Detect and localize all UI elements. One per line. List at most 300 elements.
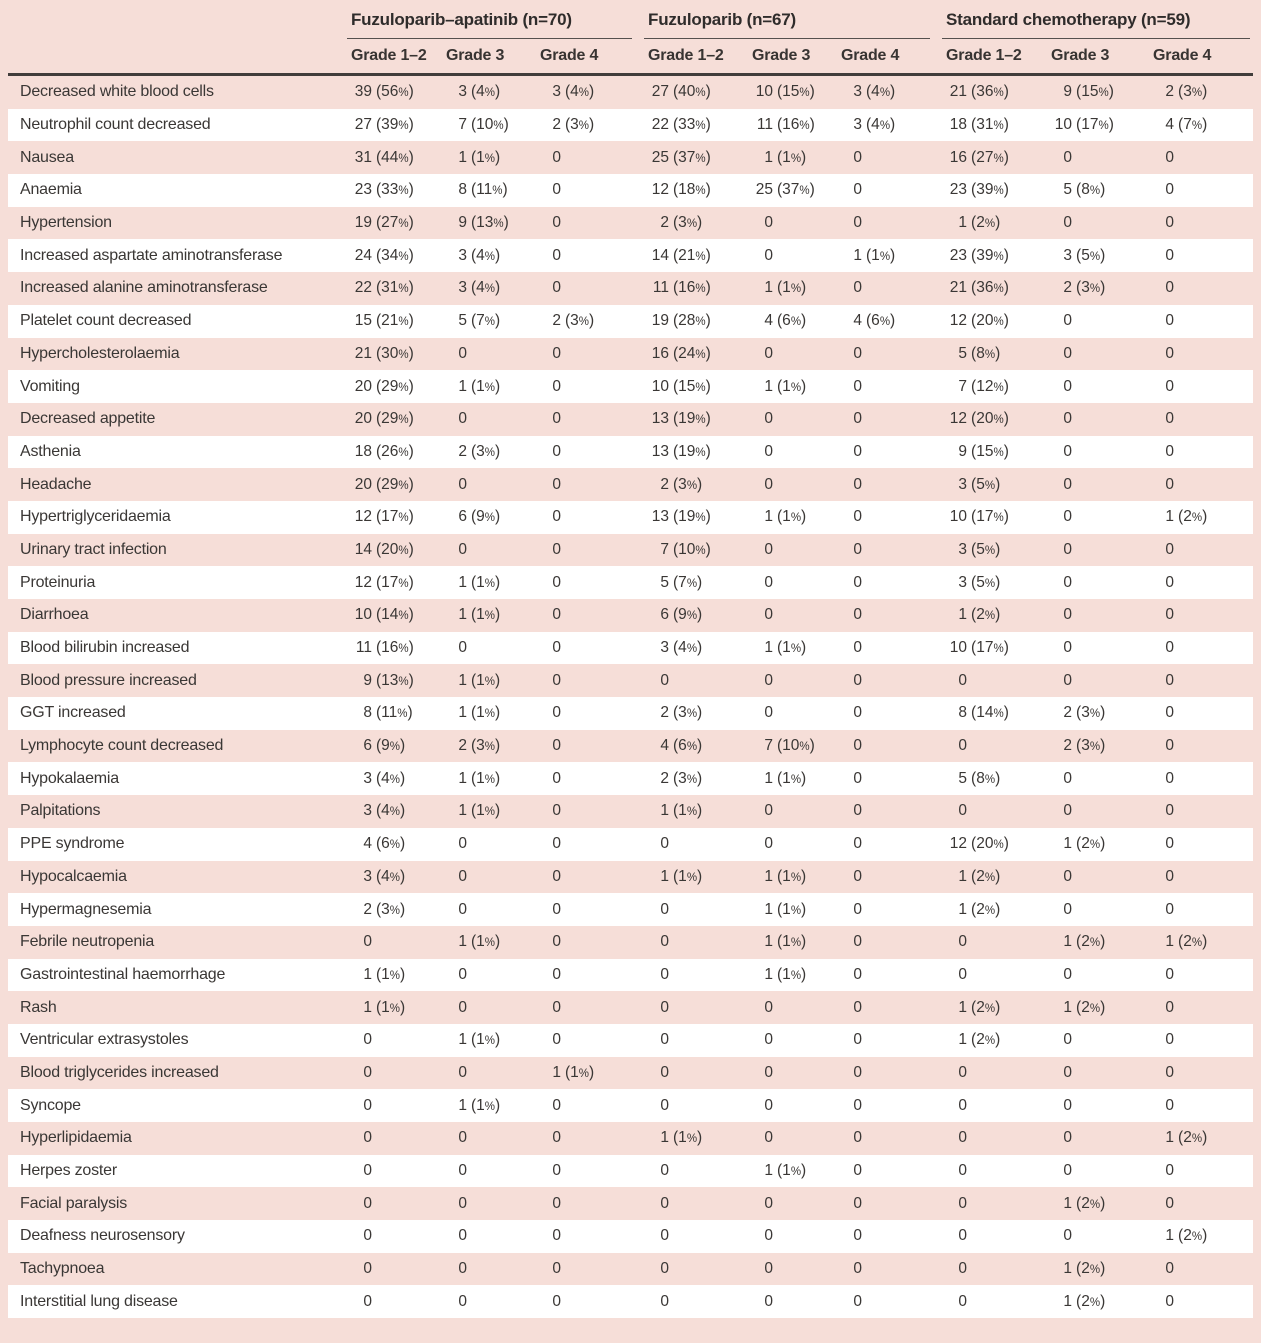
percent-sign: % xyxy=(389,969,401,982)
count-value: 12 xyxy=(651,181,670,199)
value-cell xyxy=(1047,75,1149,109)
percent-value: (2%) xyxy=(971,900,1001,918)
percent-value: (2%) xyxy=(971,214,1001,232)
count-value: 10 xyxy=(1054,116,1073,134)
value-cell xyxy=(1149,1057,1253,1090)
percent-sign: % xyxy=(993,414,1004,427)
percent-value: (4%) xyxy=(376,867,406,885)
value-cell xyxy=(644,370,748,403)
adverse-events-table xyxy=(8,0,1253,1318)
value-cell xyxy=(1047,959,1149,992)
value-cell xyxy=(347,1285,442,1318)
percent-sign: % xyxy=(1191,120,1203,133)
grade-header: Grade 3 xyxy=(1047,39,1149,75)
value-cell xyxy=(1047,1122,1149,1155)
value-cell xyxy=(837,534,942,567)
count-value: 0 xyxy=(1165,1194,1175,1212)
adverse-event-label: Palpitations xyxy=(20,802,101,820)
value-cell xyxy=(536,239,644,272)
percent-sign: % xyxy=(1089,741,1101,754)
table-row xyxy=(8,1089,1253,1122)
value-cell xyxy=(347,730,442,763)
percent-value: (3%) xyxy=(1076,279,1106,297)
count-value: 0 xyxy=(853,867,863,885)
count-value: 9 xyxy=(958,442,968,460)
table-row xyxy=(8,272,1253,305)
percent-sign: % xyxy=(484,741,496,754)
value-cell xyxy=(644,174,748,207)
count-value: 12 xyxy=(949,835,968,853)
count-value: 0 xyxy=(853,1162,863,1180)
count-value: 0 xyxy=(552,475,561,493)
count-value: 27 xyxy=(354,116,372,134)
count-value: 0 xyxy=(853,900,863,918)
count-value: 0 xyxy=(1063,965,1073,983)
percent-sign: % xyxy=(484,708,496,721)
percent-value: (1%) xyxy=(471,606,501,624)
adverse-event-label: Blood pressure increased xyxy=(20,671,197,689)
adverse-event-label: Deafness neurosensory xyxy=(20,1227,185,1245)
value-cell xyxy=(1047,991,1149,1024)
value-cell xyxy=(347,436,442,469)
count-value: 1 xyxy=(958,606,968,624)
percent-sign: % xyxy=(695,512,706,525)
group-header-row xyxy=(8,0,1253,39)
percent-sign: % xyxy=(484,512,496,525)
percent-sign: % xyxy=(790,773,802,786)
value-cell xyxy=(748,501,837,534)
table-row xyxy=(8,174,1253,207)
count-value: 1 xyxy=(764,279,774,297)
value-cell xyxy=(837,893,942,926)
count-value: 7 xyxy=(458,116,467,134)
value-cell xyxy=(748,338,837,371)
percent-sign: % xyxy=(790,381,802,394)
percent-sign: % xyxy=(984,904,996,917)
count-value: 1 xyxy=(764,965,774,983)
count-value: 21 xyxy=(949,279,968,297)
percent-value: (14%) xyxy=(376,606,414,624)
percent-value: (1%) xyxy=(777,639,807,657)
value-cell xyxy=(1149,1220,1253,1253)
value-cell xyxy=(442,501,536,534)
percent-value: (20%) xyxy=(971,312,1009,330)
count-value: 0 xyxy=(552,1096,561,1114)
percent-sign: % xyxy=(397,708,408,721)
value-cell xyxy=(1047,566,1149,599)
count-value: 15 xyxy=(354,312,372,330)
value-cell xyxy=(347,632,442,665)
count-value: 1 xyxy=(363,998,372,1016)
adverse-events-grid xyxy=(8,0,1253,1318)
count-value: 12 xyxy=(949,410,968,428)
count-value: 1 xyxy=(958,1031,968,1049)
count-value: 0 xyxy=(552,737,561,755)
percent-value: (10%) xyxy=(673,540,711,558)
percent-value: (5%) xyxy=(1076,246,1106,264)
count-value: 0 xyxy=(1063,1227,1073,1245)
percent-sign: % xyxy=(984,218,996,231)
adverse-event-label: Facial paralysis xyxy=(20,1194,128,1212)
value-cell xyxy=(536,1057,644,1090)
count-value: 1 xyxy=(764,377,774,395)
table-row xyxy=(8,959,1253,992)
adverse-event-label: Hypermagnesemia xyxy=(20,900,152,918)
adverse-event-label: Increased alanine aminotransferase xyxy=(20,279,268,297)
count-value: 0 xyxy=(660,933,670,951)
percent-sign: % xyxy=(799,185,810,198)
table-row xyxy=(8,109,1253,142)
value-cell xyxy=(942,893,1047,926)
value-cell xyxy=(837,370,942,403)
value-cell xyxy=(942,501,1047,534)
percent-value: (16%) xyxy=(673,279,711,297)
count-value: 2 xyxy=(660,214,670,232)
value-cell xyxy=(942,403,1047,436)
percent-value: (6%) xyxy=(376,835,406,853)
value-cell xyxy=(942,991,1047,1024)
count-value: 1 xyxy=(552,1063,561,1081)
value-cell xyxy=(644,926,748,959)
value-cell xyxy=(942,305,1047,338)
percent-value: (29%) xyxy=(376,410,414,428)
count-value: 0 xyxy=(958,737,968,755)
value-cell xyxy=(1047,1155,1149,1188)
count-value: 7 xyxy=(660,540,670,558)
group-header-fuzuloparib: Fuzuloparib (n=67) xyxy=(644,0,942,39)
value-cell xyxy=(347,566,442,599)
count-value: 8 xyxy=(363,704,372,722)
count-value: 0 xyxy=(764,410,774,428)
value-cell xyxy=(536,959,644,992)
value-cell xyxy=(644,1122,748,1155)
percent-value: (3%) xyxy=(1178,83,1208,101)
value-cell xyxy=(942,1220,1047,1253)
count-value: 10 xyxy=(949,508,968,526)
percent-sign: % xyxy=(578,120,590,133)
value-cell xyxy=(644,566,748,599)
value-cell xyxy=(536,664,644,697)
value-cell xyxy=(748,75,837,109)
value-cell xyxy=(1047,828,1149,861)
value-cell xyxy=(644,599,748,632)
value-cell xyxy=(644,109,748,142)
percent-sign: % xyxy=(879,250,891,263)
value-cell xyxy=(347,1187,442,1220)
value-cell xyxy=(644,403,748,436)
value-cell xyxy=(442,239,536,272)
value-cell xyxy=(536,338,644,371)
value-cell xyxy=(837,239,942,272)
percent-sign: % xyxy=(686,610,698,623)
count-value: 3 xyxy=(552,83,561,101)
percent-value: (5%) xyxy=(971,475,1001,493)
count-value: 9 xyxy=(363,671,372,689)
count-value: 0 xyxy=(552,508,561,526)
count-value: 14 xyxy=(354,540,372,558)
count-value: 2 xyxy=(1165,83,1175,101)
value-cell xyxy=(1149,1253,1253,1286)
value-cell xyxy=(644,207,748,240)
count-value: 7 xyxy=(958,377,968,395)
value-cell xyxy=(644,730,748,763)
value-cell xyxy=(837,338,942,371)
value-cell xyxy=(442,338,536,371)
value-cell xyxy=(837,272,942,305)
count-value: 0 xyxy=(853,1096,863,1114)
value-cell xyxy=(942,1057,1047,1090)
count-value: 1 xyxy=(764,639,774,657)
value-cell xyxy=(942,1253,1047,1286)
value-cell xyxy=(1149,1285,1253,1318)
percent-value: (16%) xyxy=(376,639,414,657)
percent-value: (1%) xyxy=(777,508,807,526)
value-cell xyxy=(644,1024,748,1057)
value-cell xyxy=(442,1253,536,1286)
count-value: 1 xyxy=(1063,998,1073,1016)
count-value: 0 xyxy=(958,965,968,983)
grade-header: Grade 1–2 xyxy=(942,39,1047,75)
value-cell xyxy=(1149,501,1253,534)
percent-value: (1%) xyxy=(673,867,703,885)
percent-sign: % xyxy=(398,185,409,198)
percent-value: (1%) xyxy=(673,802,703,820)
percent-value: (5%) xyxy=(971,540,1001,558)
value-cell xyxy=(536,305,644,338)
percent-value: (4%) xyxy=(376,769,406,787)
value-cell xyxy=(347,272,442,305)
value-cell xyxy=(536,468,644,501)
count-value: 0 xyxy=(1165,737,1175,755)
percent-value: (9%) xyxy=(471,508,501,526)
count-value: 0 xyxy=(1063,769,1073,787)
value-cell xyxy=(942,959,1047,992)
count-value: 4 xyxy=(660,737,670,755)
value-cell xyxy=(644,1285,748,1318)
count-value: 0 xyxy=(1165,802,1175,820)
percent-sign: % xyxy=(695,544,706,557)
value-cell xyxy=(644,861,748,894)
adverse-event-label: Hypocalcaemia xyxy=(20,867,127,885)
percent-sign: % xyxy=(993,381,1004,394)
percent-value: (2%) xyxy=(971,998,1001,1016)
value-cell xyxy=(1047,305,1149,338)
count-value: 39 xyxy=(354,83,372,101)
percent-value: (2%) xyxy=(971,606,1001,624)
count-value: 0 xyxy=(458,1227,467,1245)
table-row xyxy=(8,762,1253,795)
percent-value: (2%) xyxy=(1076,933,1106,951)
table-row xyxy=(8,730,1253,763)
count-value: 0 xyxy=(1063,639,1073,657)
value-cell xyxy=(942,468,1047,501)
count-value: 0 xyxy=(363,1129,372,1147)
value-cell xyxy=(837,207,942,240)
table-row xyxy=(8,1155,1253,1188)
value-cell xyxy=(442,174,536,207)
percent-value: (1%) xyxy=(565,1063,595,1081)
value-cell xyxy=(1149,338,1253,371)
value-cell xyxy=(644,959,748,992)
percent-value: (1%) xyxy=(471,769,501,787)
table-body xyxy=(8,75,1253,1319)
percent-sign: % xyxy=(398,316,409,329)
count-value: 0 xyxy=(853,639,863,657)
count-value: 0 xyxy=(853,279,863,297)
value-cell xyxy=(347,239,442,272)
value-cell xyxy=(748,468,837,501)
count-value: 0 xyxy=(1165,900,1175,918)
count-value: 0 xyxy=(458,344,467,362)
count-value: 0 xyxy=(853,148,863,166)
percent-value: (3%) xyxy=(471,737,501,755)
count-value: 19 xyxy=(354,214,372,232)
count-value: 1 xyxy=(458,1031,467,1049)
count-value: 19 xyxy=(651,312,670,330)
value-cell xyxy=(1149,534,1253,567)
percent-value: (17%) xyxy=(1076,116,1114,134)
count-value: 0 xyxy=(552,1162,561,1180)
count-value: 0 xyxy=(958,802,968,820)
count-value: 0 xyxy=(552,802,561,820)
value-cell xyxy=(1047,1187,1149,1220)
percent-sign: % xyxy=(398,120,409,133)
value-cell xyxy=(748,1155,837,1188)
value-cell xyxy=(942,664,1047,697)
value-cell xyxy=(644,1220,748,1253)
value-cell xyxy=(942,730,1047,763)
value-cell xyxy=(347,795,442,828)
percent-sign: % xyxy=(695,316,706,329)
adverse-event-label: Asthenia xyxy=(20,442,81,460)
count-value: 0 xyxy=(1165,148,1175,166)
count-value: 0 xyxy=(660,998,670,1016)
count-value: 0 xyxy=(853,1292,863,1310)
count-value: 4 xyxy=(764,312,774,330)
count-value: 0 xyxy=(1165,671,1175,689)
value-cell xyxy=(442,436,536,469)
count-value: 16 xyxy=(651,344,670,362)
percent-sign: % xyxy=(879,316,891,329)
count-value: 0 xyxy=(764,442,774,460)
percent-sign: % xyxy=(398,250,409,263)
count-value: 2 xyxy=(552,116,561,134)
percent-sign: % xyxy=(790,1166,802,1179)
table-row xyxy=(8,795,1253,828)
percent-sign: % xyxy=(790,512,802,525)
adverse-event-label: Syncope xyxy=(20,1096,81,1114)
percent-value: (7%) xyxy=(673,573,703,591)
count-value: 0 xyxy=(458,1129,467,1147)
value-cell xyxy=(1149,599,1253,632)
value-cell xyxy=(837,141,942,174)
count-value: 0 xyxy=(552,639,561,657)
value-cell xyxy=(536,795,644,828)
value-cell xyxy=(347,305,442,338)
count-value: 20 xyxy=(354,410,372,428)
value-cell xyxy=(536,1285,644,1318)
value-cell xyxy=(644,305,748,338)
count-value: 0 xyxy=(853,769,863,787)
count-value: 0 xyxy=(363,1260,372,1278)
value-cell xyxy=(1149,1089,1253,1122)
percent-value: (26%) xyxy=(376,442,414,460)
value-cell xyxy=(1047,1253,1149,1286)
value-cell xyxy=(347,534,442,567)
value-cell xyxy=(748,1089,837,1122)
value-cell xyxy=(1149,174,1253,207)
grade-header: Grade 3 xyxy=(442,39,536,75)
count-value: 10 xyxy=(651,377,670,395)
percent-sign: % xyxy=(984,479,996,492)
value-cell xyxy=(748,730,837,763)
count-value: 0 xyxy=(958,1162,968,1180)
count-value: 0 xyxy=(552,606,561,624)
value-cell xyxy=(347,370,442,403)
value-cell xyxy=(442,664,536,697)
value-cell xyxy=(442,468,536,501)
percent-sign: % xyxy=(686,1133,698,1146)
percent-sign: % xyxy=(695,250,706,263)
count-value: 0 xyxy=(552,1260,561,1278)
value-cell xyxy=(536,1187,644,1220)
percent-value: (19%) xyxy=(673,442,711,460)
count-value: 0 xyxy=(764,214,774,232)
value-cell xyxy=(536,436,644,469)
count-value: 1 xyxy=(363,965,372,983)
count-value: 0 xyxy=(552,704,561,722)
value-cell xyxy=(837,926,942,959)
count-value: 0 xyxy=(1063,867,1073,885)
percent-value: (36%) xyxy=(971,83,1009,101)
percent-sign: % xyxy=(984,544,996,557)
percent-sign: % xyxy=(984,1002,996,1015)
count-value: 0 xyxy=(764,1031,774,1049)
count-value: 1 xyxy=(764,769,774,787)
count-value: 25 xyxy=(651,148,670,166)
value-cell xyxy=(942,272,1047,305)
value-cell xyxy=(1149,141,1253,174)
percent-value: (17%) xyxy=(971,639,1009,657)
percent-sign: % xyxy=(398,479,409,492)
count-value: 0 xyxy=(853,606,863,624)
percent-sign: % xyxy=(398,152,409,165)
value-cell xyxy=(1047,893,1149,926)
count-value: 7 xyxy=(764,737,774,755)
count-value: 0 xyxy=(958,1096,968,1114)
value-cell xyxy=(347,697,442,730)
count-value: 0 xyxy=(552,1292,561,1310)
value-cell xyxy=(748,1057,837,1090)
value-cell xyxy=(837,436,942,469)
count-value: 0 xyxy=(1063,475,1073,493)
adverse-event-label: Rash xyxy=(20,998,57,1016)
count-value: 0 xyxy=(552,540,561,558)
table-row xyxy=(8,239,1253,272)
value-cell xyxy=(1149,1024,1253,1057)
value-cell xyxy=(442,632,536,665)
percent-value: (6%) xyxy=(777,312,807,330)
percent-sign: % xyxy=(1191,937,1203,950)
value-cell xyxy=(748,795,837,828)
value-cell xyxy=(442,566,536,599)
value-cell xyxy=(1149,664,1253,697)
count-value: 0 xyxy=(552,867,561,885)
percent-sign: % xyxy=(1089,708,1101,721)
count-value: 0 xyxy=(1063,1162,1073,1180)
count-value: 0 xyxy=(552,1227,561,1245)
count-value: 0 xyxy=(853,1260,863,1278)
